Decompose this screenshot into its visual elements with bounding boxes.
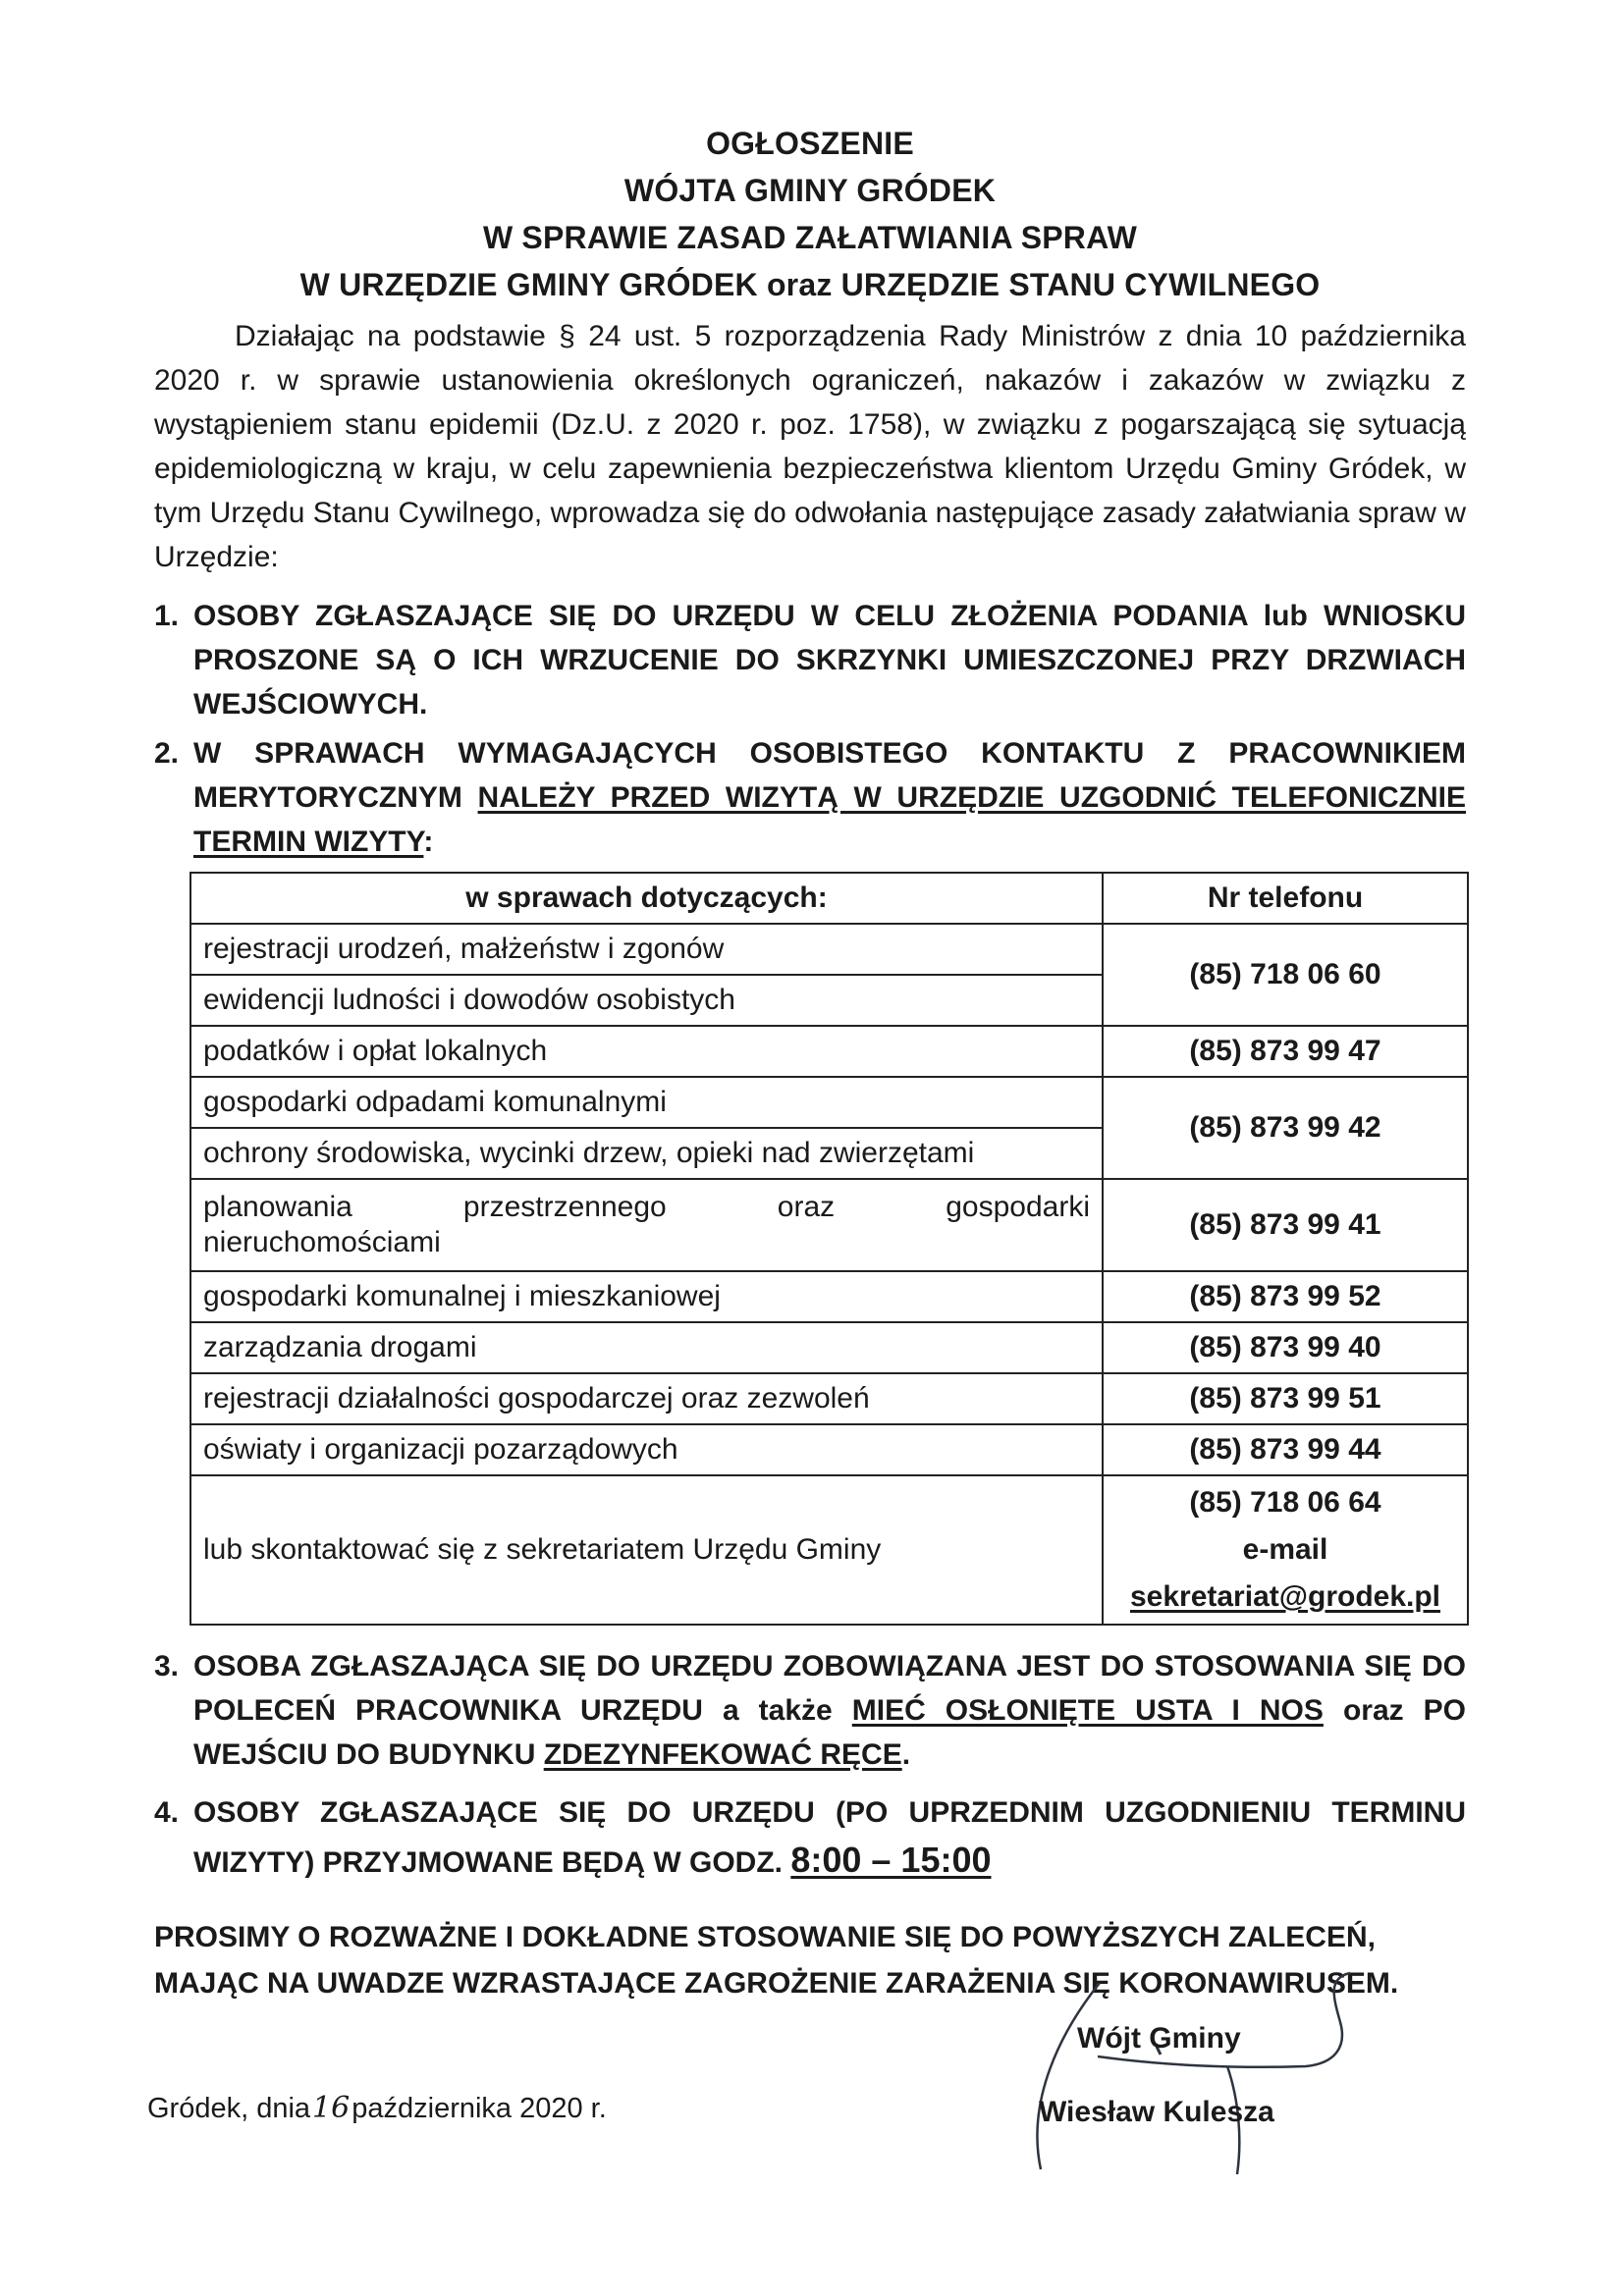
secretariat-phone: (85) 718 06 64: [1189, 1486, 1381, 1519]
topic-cell: gospodarki odpadami komunalnymi: [190, 1077, 1103, 1128]
rule-text: OSOBY ZGŁASZAJĄCE SIĘ DO URZĘDU W CELU ZŁOŻENIA PODANIA lub WNIOSKU PROSZONE SĄ O ICH WRZUCENIE DO SKRZYNKI UMIESZCZONEJ PRZY DRZWIACH WEJŚCIOWYCH.: [193, 600, 1466, 721]
topic-word: gospodarki: [946, 1191, 1090, 1223]
rule-text-part: oraz PO WEJŚCIU DO BUDYNKU: [193, 1694, 1466, 1771]
topic-line: nieruchomościami: [203, 1226, 441, 1258]
rule-text-part: OSOBA ZGŁASZAJĄCA SIĘ DO URZĘDU ZOBOWIĄZANA JEST DO STOSOWANIA SIĘ DO POLECEŃ PRACOWNIKA URZĘDU a także: [193, 1650, 1466, 1727]
phone-cell: (85) 873 99 52: [1103, 1271, 1468, 1322]
table-header-phone: Nr telefonu: [1103, 873, 1468, 924]
date-text: października 2020 r.: [352, 2093, 607, 2124]
heading-line-1: OGŁOSZENIE: [706, 126, 914, 161]
rule-text-underlined: MIEĆ OSŁONIĘTE USTA I NOS: [851, 1694, 1324, 1727]
rule-text: [193, 1789, 1466, 1887]
phone-cell: (85) 873 99 47: [1103, 1026, 1468, 1077]
table-header-row: [190, 873, 1468, 924]
rule-text-underlined: ZDEZYNFEKOWAĆ RĘCE: [543, 1738, 902, 1771]
phone-cell: [1103, 1475, 1468, 1625]
rule-text-part: W SPRAWACH WYMAGAJĄCYCH OSOBISTEGO KONTAKTU Z PRACOWNIKIEM MERYTORYCZNYM: [193, 737, 1466, 814]
rule-number: 4.: [154, 1796, 180, 1829]
phone-directory-table: [189, 872, 1469, 1626]
handwritten-day: 16: [312, 2091, 351, 2125]
table-row: [190, 1271, 1468, 1322]
topic-word: planowania: [203, 1191, 352, 1223]
rule-number: 2.: [154, 737, 180, 770]
rule-text-part: .: [901, 1738, 911, 1771]
heading-line-4: W URZĘDZIE GMINY GRÓDEK oraz URZĘDZIE STANU CYWILNEGO: [299, 267, 1321, 302]
phone-cell: (85) 873 99 51: [1103, 1373, 1468, 1424]
table-row: [190, 1026, 1468, 1077]
phone-cell: (85) 873 99 41: [1103, 1179, 1468, 1271]
topic-cell: lub skontaktować się z sekretariatem Urzędu Gminy: [190, 1475, 1103, 1625]
rule-text-underlined: NALEŻY PRZED WIZYTĄ W URZĘDZIE UZGODNIĆ TELEFONICZNIE TERMIN WIZYTY: [193, 781, 1466, 858]
email-link[interactable]: sekretariat@grodek.pl: [1129, 1580, 1441, 1613]
table-row: [190, 1077, 1468, 1128]
topic-cell: gospodarki komunalnej i mieszkaniowej: [190, 1271, 1103, 1322]
rule-text: [193, 1644, 1466, 1777]
topic-line: [203, 1190, 1090, 1225]
topic-cell: [190, 1179, 1103, 1271]
table-row: [190, 1373, 1468, 1424]
email-label: e-mail: [1242, 1533, 1328, 1566]
signature-scribble: [982, 1953, 1394, 2189]
rule-item-4: [154, 1789, 1466, 1887]
phone-cell: (85) 718 06 60: [1103, 924, 1468, 1026]
signatory-title: Wójt Gminy: [1077, 2022, 1241, 2055]
office-hours: 8:00 – 15:00: [790, 1840, 992, 1880]
table-header-topic: w sprawach dotyczących:: [190, 873, 1103, 924]
topic-cell: podatków i opłat lokalnych: [190, 1026, 1103, 1077]
rule-item-2: [154, 731, 1466, 864]
rule-item-3: [154, 1644, 1466, 1777]
table-row: [190, 924, 1468, 975]
rule-item-1: [154, 594, 1466, 726]
place-text: Gródek, dnia: [147, 2093, 311, 2124]
announcement-heading: [147, 120, 1473, 308]
topic-cell: ewidencji ludności i dowodów osobistych: [190, 975, 1103, 1026]
closing-note: PROSIMY O ROZWAŻNE I DOKŁADNE STOSOWANIE SIĘ DO POWYŻSZYCH ZALECEŃ, MAJĄC NA UWADZE WZRASTAJĄCE ZAGROŻENIE ZARAŻENIA SIĘ KORONAWIRUSEM.: [154, 1921, 1399, 2000]
rule-text: [193, 731, 1466, 864]
table-row: [190, 1179, 1468, 1271]
phone-cell: (85) 873 99 40: [1103, 1322, 1468, 1373]
table-row: [190, 1322, 1468, 1373]
intro-paragraph: Działając na podstawie § 24 ust. 5 rozporządzenia Rady Ministrów z dnia 10 października 2020 r. w sprawie ustanowienia określonych ograniczeń, nakazów i zakazów w związku z wystąpieniem stanu epidemii (Dz.U. z 2020 r. poz. 1758), w związku z pogarszającą się sytuacją epidemiologiczną w kraju, w celu zapewnienia bezpieczeństwa klientom Urzędu Gminy Gródek, w tym Urzędu Stanu Cywilnego, wprowadza się do odwołania następujące zasady załatwiania spraw w Urzędzie:: [154, 320, 1466, 573]
table-row: [190, 1424, 1468, 1475]
signatory-name: Wiesław Kulesza: [1039, 2096, 1274, 2128]
rule-number: 3.: [154, 1650, 180, 1682]
topic-word: oraz: [777, 1191, 836, 1223]
rule-number: 1.: [154, 600, 180, 632]
topic-cell: rejestracji działalności gospodarczej oraz zezwoleń: [190, 1373, 1103, 1424]
topic-cell: ochrony środowiska, wycinki drzew, opieki nad zwierzętami: [190, 1128, 1103, 1179]
topic-cell: zarządzania drogami: [190, 1322, 1103, 1373]
place-and-date: [147, 2091, 607, 2125]
heading-line-3: W SPRAWIE ZASAD ZAŁATWIANIA SPRAW: [482, 220, 1138, 255]
phone-cell: (85) 873 99 42: [1103, 1077, 1468, 1179]
rule-text-part: OSOBY ZGŁASZAJĄCE SIĘ DO URZĘDU (PO UPRZEDNIM UZGODNIENIU TERMINU WIZYTY) PRZYJMOWANE BĘDĄ W GODZ.: [193, 1796, 1466, 1879]
phone-cell: (85) 873 99 44: [1103, 1424, 1468, 1475]
topic-cell: oświaty i organizacji pozarządowych: [190, 1424, 1103, 1475]
heading-line-2: WÓJTA GMINY GRÓDEK: [623, 173, 997, 208]
table-row: [190, 1475, 1468, 1625]
topic-cell: rejestracji urodzeń, małżeństw i zgonów: [190, 924, 1103, 975]
topic-word: przestrzennego: [462, 1191, 667, 1223]
rule-text-part: :: [423, 826, 434, 858]
